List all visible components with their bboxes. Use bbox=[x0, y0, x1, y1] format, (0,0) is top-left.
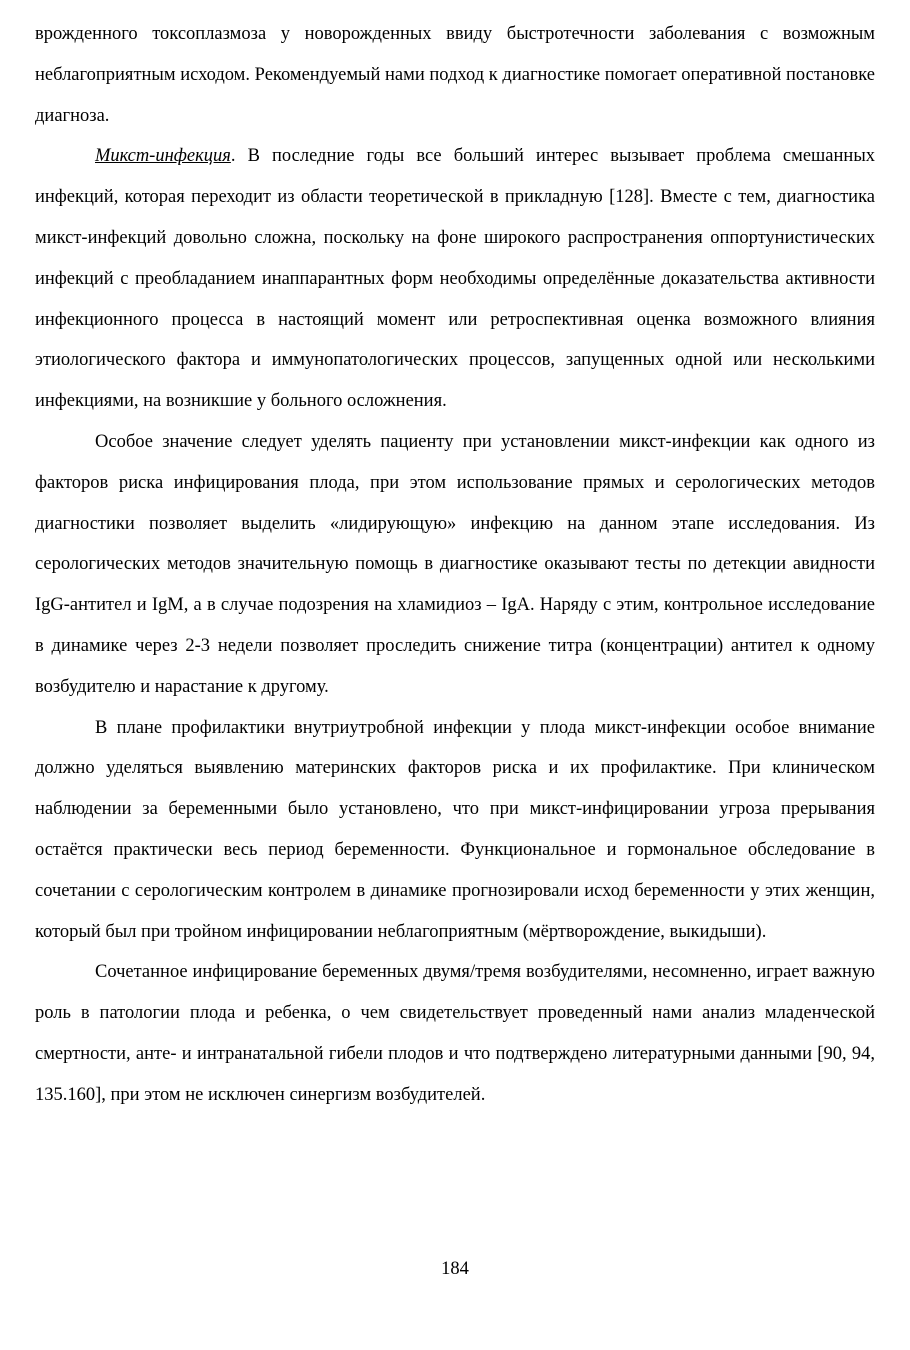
paragraph-prevention bbox=[35, 708, 875, 953]
paragraph-text: В плане профилактики внутриутробной инфекции у плода микст-инфекции особое внимание должно уделяться выявлению материнских факторов риска и их профилактике. При клиническом наблюдении за беременными было установлено, что при микст-инфицировании угроза прерывания остаётся практически весь период беременности. Функциональное и гормональное обследование в сочетании с серологическим контролем в динамике прогнозировали исход беременности у этих женщин, который был при тройном инфицировании неблагоприятным (мёртворождение, выкидыши). bbox=[35, 717, 875, 942]
paragraph-text: врожденного токсоплазмоза у новорожденных ввиду быстротечности заболевания с возможным неблагоприятным исходом. Рекомендуемый нами подход к диагностике помогает оперативной постановке диагноза. bbox=[35, 24, 875, 126]
section-term: Микст-инфекция bbox=[95, 146, 231, 167]
paragraph-risk-factors bbox=[35, 422, 875, 708]
paragraph-mixed-infection bbox=[35, 136, 875, 422]
paragraph-text: Сочетанное инфицирование беременных двумя/тремя возбудителями, несомненно, играет важную роль в патологии плода и ребенка, о чем свидетельствует проведенный нами анализ младенческой смертности, анте- и интранатальной гибели плодов и что подтверждено литературными данными [90, 94, 135.160], при этом не исключен синергизм возбудителей. bbox=[35, 962, 875, 1105]
page-number: 184 bbox=[441, 1259, 469, 1279]
paragraph-combined-infection bbox=[35, 952, 875, 1115]
document-page bbox=[35, 14, 875, 1116]
paragraph-continuation bbox=[35, 14, 875, 136]
paragraph-text: Особое значение следует уделять пациенту при установлении микст-инфекции как одного из факторов риска инфицирования плода, при этом использование прямых и серологических методов диагностики позволяет выделить «лидирующую» инфекцию на данном этапе исследования. Из серологических методов значительную помощь в диагностике оказывают тесты по детекции авидности IgG-антител и IgM, а в случае подозрения на хламидиоз – IgA. Наряду с этим, контрольное исследование в динамике через 2-3 недели позволяет проследить снижение титра (концентрации) антител к одному возбудителю и нарастание к другому. bbox=[35, 431, 875, 697]
paragraph-text: . В последние годы все больший интерес вызывает проблема смешанных инфекций, которая переходит из области теоретической в прикладную [128]. Вместе с тем, диагностика микст-инфекций довольно сложна, поскольку на фоне широкого распространения оппортунистических инфекций с преобладанием инаппарантных форм необходимы определённые доказательства активности инфекционного процесса в настоящий момент или ретроспективная оценка возможного влияния этиологического фактора и иммунопатологических процессов, запущенных одной или несколькими инфекциями, на возникшие у больного осложнения. bbox=[35, 146, 875, 412]
